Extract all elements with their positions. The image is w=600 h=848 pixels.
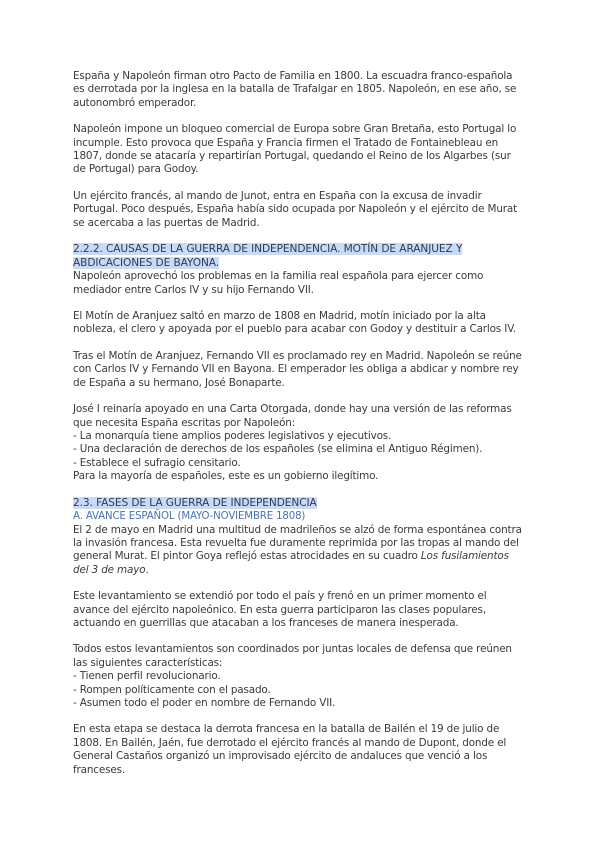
list-item: - Tienen perfil revolucionario. bbox=[73, 670, 221, 683]
document-body bbox=[73, 70, 525, 777]
paragraph: En esta etapa se destaca la derrota francesa en la batalla de Bailén el 19 de julio de 1808. En Bailén, Jaén, fue derrotado el ejército francés al mando de Dupont, donde el General Castaños organizó un improvisado ejército de andaluces que venció a los franceses. bbox=[73, 723, 507, 776]
subsection-heading: A. AVANCE ESPAÑOL (MAYO-NOVIEMBRE 1808) bbox=[73, 511, 306, 523]
paragraph: El Motín de Aranjuez saltó en marzo de 1808 en Madrid, motín iniciado por la alta nobleza, el clero y apoyada por el pueblo para acabar con Godoy y destituir a Carlos IV. bbox=[73, 310, 516, 336]
list-item: - Establece el sufragio censitario. bbox=[73, 456, 241, 469]
paragraph: Para la mayoría de españoles, este es un gobierno ilegítimo. bbox=[73, 470, 379, 483]
list-item: - Una declaración de derechos de los españoles (se elimina el Antiguo Régimen). bbox=[73, 443, 483, 456]
section-heading-text: 2.2.2. CAUSAS DE LA GUERRA DE INDEPENDENCIA. MOTÍN DE ARANJUEZ Y ABDICACIONES DE BAYONA. bbox=[73, 243, 463, 269]
list-item: - Asumen todo el poder en nombre de Fernando VII. bbox=[73, 697, 336, 709]
paragraph: Tras el Motín de Aranjuez, Fernando VII es proclamado rey en Madrid. Napoleón se reúne con Carlos IV y Fernando VII en Bayona. El emperador les obliga a abdicar y nombre rey de España a su hermano, José Bonaparte. bbox=[73, 349, 522, 389]
section-heading-causes bbox=[73, 243, 525, 270]
paragraph-text: . bbox=[145, 563, 149, 576]
paragraph: Todos estos levantamientos son coordinados por juntas locales de defensa que reúnen las siguientes características: bbox=[73, 643, 512, 669]
paragraph: Un ejército francés, al mando de Junot, entra en España con la excusa de invadir Portugal. Poco después, España había sido ocupada por Napoleón y el ejército de Murat se acercaba a las puertas de Madrid. bbox=[73, 189, 518, 229]
section-heading-phases bbox=[73, 497, 525, 511]
list-item: - Rompen políticamente con el pasado. bbox=[73, 683, 271, 696]
paragraph-text: El 2 de mayo en Madrid una multitud de madrileños se alzó de forma espontánea contra la invasión francesa. Esta revuelta fue duramente reprimida por las tropas al mando del general Murat. El pintor Goya reflejó estas atrocidades en su cuadro bbox=[73, 523, 522, 563]
paragraph bbox=[73, 524, 525, 578]
paragraph: José I reinaría apoyado en una Carta Otorgada, donde hay una versión de las reformas que necesita España escritas por Napoleón: bbox=[73, 403, 512, 429]
paragraph: España y Napoleón firman otro Pacto de Familia en 1800. La escuadra franco-española es derrotada por la inglesa en la batalla de Trafalgar en 1805. Napoleón, en ese año, se autonombró emperador. bbox=[73, 70, 517, 109]
list-item: - La monarquía tiene amplios poderes legislativos y ejecutivos. bbox=[73, 429, 392, 442]
section-heading-text: 2.3. FASES DE LA GUERRA DE INDEPENDENCIA bbox=[73, 496, 317, 509]
paragraph: Este levantamiento se extendió por todo el país y frenó en un primer momento el avance del ejército napoleónico. En esta guerra participaron las clases populares, actuando en guerrillas que atacaban a los franceses de manera inesperada. bbox=[73, 590, 487, 629]
paragraph: Napoleón aprovechó los problemas en la familia real española para ejercer como mediador entre Carlos IV y su hijo Fernando VII. bbox=[73, 270, 484, 296]
painting-title: Los fusilamientos del 3 de mayo bbox=[73, 550, 509, 576]
paragraph: Napoleón impone un bloqueo comercial de Europa sobre Gran Bretaña, esto Portugal lo incumple. Esto provoca que España y Francia firmen el Tratado de Fontainebleau en 1807, donde se atacaría y repartirían Portugal, quedando el Reino de los Algarbes (sur de Portugal) para Godoy. bbox=[73, 123, 517, 176]
